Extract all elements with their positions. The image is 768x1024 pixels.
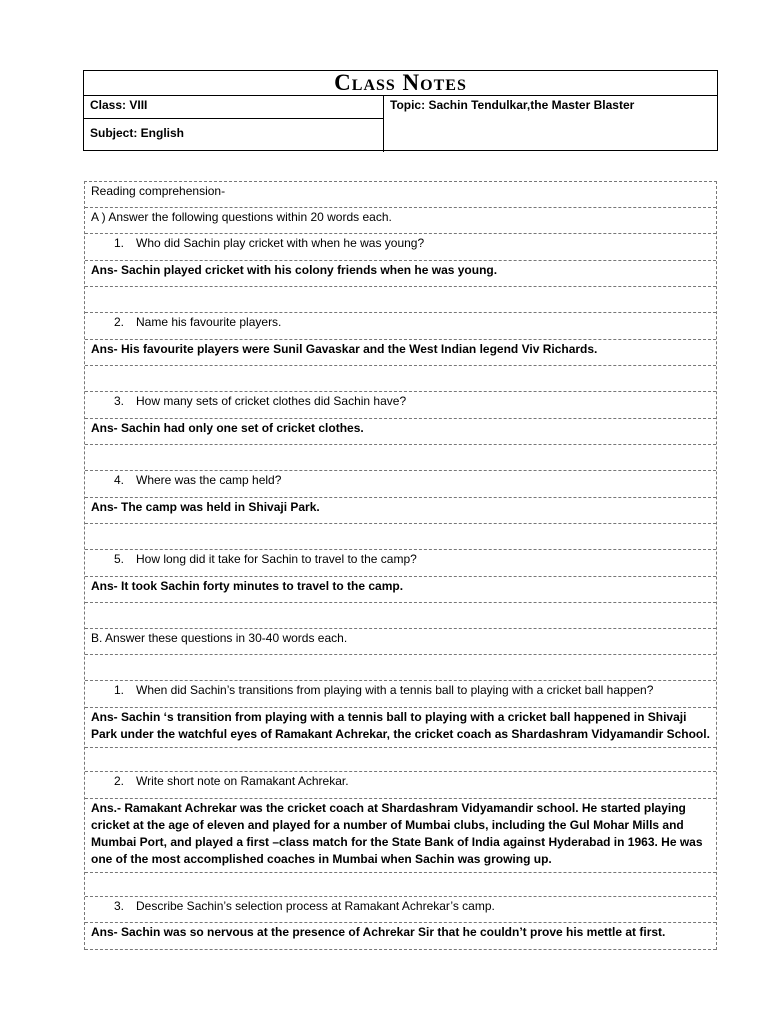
- answer-text: Ans- Sachin ‘s transition from playing with a tennis ball to playing with a cricket ball happened in Shivaji Park under the watchful eyes of Ramakant Achrekar, the cricket coach as Shardashram Vidyamandir School.: [91, 710, 710, 741]
- instruction-row: [85, 182, 716, 208]
- question-number: 2.: [114, 315, 125, 329]
- question-text: How long did it take for Sachin to travel to the camp?: [136, 552, 417, 566]
- answer-row: [85, 261, 716, 287]
- blank-row: [85, 287, 716, 313]
- question-text: Who did Sachin play cricket with when he was young?: [136, 236, 425, 250]
- answer-text: Ans- It took Sachin forty minutes to travel to the camp.: [91, 579, 404, 593]
- answer-row: [85, 708, 716, 748]
- blank-row: [85, 603, 716, 629]
- class-label: Class: VIII: [84, 96, 383, 119]
- question-text: Where was the camp held?: [136, 473, 282, 487]
- answer-text: Ans- Sachin played cricket with his colony friends when he was young.: [91, 263, 498, 277]
- row-text: Reading comprehension-: [91, 184, 226, 198]
- row-text: A ) Answer the following questions within 20 words each.: [91, 210, 392, 224]
- question-number: 1.: [114, 683, 125, 697]
- question-row: [85, 313, 716, 340]
- answer-text: Ans- Sachin was so nervous at the presence of Achrekar Sir that he couldn’t prove his mettle at first.: [91, 925, 666, 939]
- answer-text: Ans- His favourite players were Sunil Gavaskar and the West Indian legend Viv Richards.: [91, 342, 598, 356]
- header-left-column: [84, 96, 384, 152]
- question-text: How many sets of cricket clothes did Sachin have?: [136, 394, 407, 408]
- instruction-row: [85, 629, 716, 655]
- blank-row: [85, 445, 716, 471]
- question-text: Write short note on Ramakant Achrekar.: [136, 774, 349, 788]
- answer-text: Ans- Sachin had only one set of cricket clothes.: [91, 421, 364, 435]
- question-row: [85, 234, 716, 261]
- answer-row: [85, 799, 716, 873]
- instruction-row: [85, 208, 716, 234]
- subject-label: Subject: English: [90, 126, 185, 140]
- row-text: B. Answer these questions in 30-40 words each.: [91, 631, 348, 645]
- topic-label: Topic: Sachin Tendulkar,the Master Blaster: [390, 98, 635, 112]
- question-row: [85, 471, 716, 498]
- question-row: [85, 772, 716, 799]
- answer-row: [85, 923, 716, 950]
- question-number: 3.: [114, 394, 125, 408]
- question-text: Name his favourite players.: [136, 315, 282, 329]
- blank-row: [85, 524, 716, 550]
- question-number: 5.: [114, 552, 125, 566]
- header-meta: [84, 96, 717, 152]
- question-row: [85, 897, 716, 923]
- blank-row: [85, 655, 716, 681]
- answer-text: Ans- The camp was held in Shivaji Park.: [91, 500, 320, 514]
- question-number: 1.: [114, 236, 125, 250]
- question-row: [85, 392, 716, 419]
- question-text: When did Sachin’s transitions from playing with a tennis ball to playing with a cricket ball happen?: [136, 683, 654, 697]
- blank-row: [85, 748, 716, 772]
- answer-row: [85, 498, 716, 524]
- question-number: 4.: [114, 473, 125, 487]
- question-row: [85, 550, 716, 577]
- answer-row: [85, 340, 716, 366]
- blank-row: [85, 873, 716, 897]
- question-number: 3.: [114, 899, 125, 913]
- answer-row: [85, 577, 716, 603]
- blank-row: [85, 366, 716, 392]
- answer-row: [85, 419, 716, 445]
- question-text: Describe Sachin’s selection process at Ramakant Achrekar’s camp.: [136, 899, 495, 913]
- question-row: [85, 681, 716, 708]
- question-answer-sheet: [84, 181, 717, 950]
- question-number: 2.: [114, 774, 125, 788]
- document-title: Class Notes: [84, 71, 717, 96]
- class-notes-header: [83, 70, 718, 151]
- answer-text: Ans.- Ramakant Achrekar was the cricket coach at Shardashram Vidyamandir school. He started playing cricket at the age of eleven and played for a number of Mumbai clubs, including the Gul Mohar Mills and Mumbai Port, and played a first –class match for the State Bank of India against Hyderabad in 1963. He was one of the most accomplished coaches in Mumbai when Sachin was growing up.: [91, 801, 703, 866]
